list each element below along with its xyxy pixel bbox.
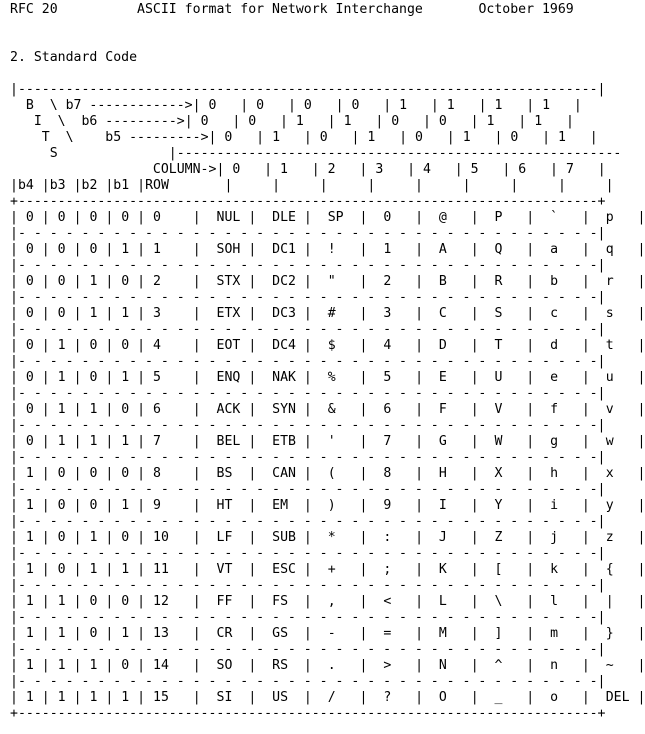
row-bit: 0 [89, 210, 98, 225]
char-cell: , [327, 594, 360, 609]
char-cell: C [438, 306, 471, 321]
bit-value-b6: 0 [200, 114, 233, 129]
char-cell: HT [216, 498, 249, 513]
char-cell: a [550, 242, 582, 257]
bit-value-b5: 0 [415, 130, 447, 145]
bit-value-b7: 1 [399, 98, 431, 113]
char-cell: u [605, 370, 638, 385]
char-cell: D [438, 338, 471, 353]
row-bit: 1 [121, 690, 130, 705]
row-bit: 0 [57, 466, 66, 481]
char-cell: SI [216, 690, 249, 705]
row-number: 13 [153, 626, 193, 641]
char-cell: SYN [272, 402, 304, 417]
char-cell: P [494, 210, 527, 225]
bit-value-b6: 0 [391, 114, 423, 129]
char-cell: US [272, 690, 304, 705]
column-number: 4 [422, 162, 455, 177]
row-bit: 1 [57, 626, 66, 641]
char-cell: } [605, 626, 638, 641]
row-bit: 0 [25, 242, 34, 257]
char-cell: ~ [605, 658, 638, 673]
row-number: 6 [153, 402, 193, 417]
row-bit: 0 [25, 274, 34, 289]
row-bit: 0 [25, 306, 34, 321]
row-bit: 1 [25, 690, 34, 705]
row-bit: 1 [25, 498, 34, 513]
bit-value-b6: 1 [343, 114, 376, 129]
char-cell: ] [494, 626, 527, 641]
char-cell: FF [216, 594, 249, 609]
bit-value-b7: 0 [256, 98, 288, 113]
row-bit: 1 [25, 594, 34, 609]
char-cell: y [605, 498, 638, 513]
bit-value-b7: 0 [208, 98, 241, 113]
bit-value-b7: 1 [494, 98, 527, 113]
bit-value-b5: 1 [558, 130, 590, 145]
char-cell: 2 [383, 274, 416, 289]
char-cell: BEL [216, 434, 249, 449]
table-row: | 0 | 0 | 1 | 1 | 3 | ETX | DC3 | # | 3 | C | S | c | s | [10, 306, 645, 321]
row-bit: 1 [25, 530, 34, 545]
column-number: 2 [327, 162, 360, 177]
row-bit: 0 [121, 530, 130, 545]
table-row: | 0 | 1 | 1 | 1 | 7 | BEL | ETB | ' | 7 | G | W | g | w | [10, 434, 645, 449]
bit-value-b7: 0 [351, 98, 384, 113]
char-cell: ETX [216, 306, 249, 321]
row-bit: 0 [121, 338, 130, 353]
row-bit: 0 [57, 562, 66, 577]
char-cell: K [438, 562, 471, 577]
char-cell: STX [216, 274, 249, 289]
char-cell: & [327, 402, 360, 417]
bit-value-b5: 1 [462, 130, 495, 145]
table-row: | 0 | 0 | 1 | 0 | 2 | STX | DC2 | " | 2 | B | R | b | r | [10, 274, 645, 289]
char-cell: R [494, 274, 527, 289]
char-cell: DC2 [272, 274, 304, 289]
rfc-document [10, 2, 645, 722]
row-bit: 1 [57, 338, 66, 353]
bit-value-b6: 1 [534, 114, 566, 129]
char-cell: i [550, 498, 582, 513]
rfc-number: RFC 20 [10, 2, 58, 17]
char-cell: \ [494, 594, 527, 609]
row-bit: 1 [57, 434, 66, 449]
char-cell: > [383, 658, 416, 673]
row-bit: 1 [25, 626, 34, 641]
row-bit: 1 [57, 658, 66, 673]
row-number: 12 [153, 594, 193, 609]
bit-value-b7: 0 [303, 98, 336, 113]
char-cell: FS [272, 594, 304, 609]
char-cell: + [327, 562, 360, 577]
row-bit: 0 [57, 242, 66, 257]
char-cell: e [550, 370, 582, 385]
char-cell: DEL [605, 690, 638, 705]
row-bit: 0 [25, 370, 34, 385]
row-bit: 0 [89, 466, 98, 481]
char-cell: RS [272, 658, 304, 673]
column-number: 5 [470, 162, 503, 177]
char-cell: [ [494, 562, 527, 577]
char-cell: r [605, 274, 638, 289]
document-title: ASCII format for Network Interchange [137, 2, 423, 17]
row-bit: 1 [121, 306, 130, 321]
row-bit: 0 [121, 466, 130, 481]
row-bit: 1 [57, 594, 66, 609]
char-cell: s [605, 306, 638, 321]
char-cell: DLE [272, 210, 304, 225]
bit-value-b5: 0 [510, 130, 543, 145]
row-bit: 0 [57, 530, 66, 545]
char-cell: ENQ [216, 370, 249, 385]
bit-value-b6: 0 [438, 114, 471, 129]
char-cell: ? [383, 690, 416, 705]
bit-value-b6: 0 [248, 114, 281, 129]
column-number: 0 [232, 162, 265, 177]
char-cell: z [605, 530, 638, 545]
char-cell: v [605, 402, 638, 417]
char-cell: n [550, 658, 582, 673]
char-cell: @ [438, 210, 471, 225]
row-bit: 1 [121, 370, 130, 385]
char-cell: SO [216, 658, 249, 673]
row-header: b1 [113, 178, 130, 193]
row-number: 11 [153, 562, 193, 577]
row-bit: 0 [25, 434, 34, 449]
row-number: 7 [153, 434, 193, 449]
table-row: | 0 | 1 | 1 | 0 | 6 | ACK | SYN | & | 6 | F | V | f | v | [10, 402, 645, 417]
table-row: | 1 | 1 | 0 | 1 | 13 | CR | GS | - | = | M | ] | m | } | [10, 626, 645, 641]
table-row: | 0 | 0 | 0 | 0 | 0 | NUL | DLE | SP | 0 | @ | P | ` | p | [10, 210, 645, 225]
char-cell: M [438, 626, 471, 641]
char-cell: CR [216, 626, 249, 641]
char-cell: 6 [383, 402, 416, 417]
char-cell: 3 [383, 306, 416, 321]
row-header: ROW [145, 178, 169, 193]
document-date: October 1969 [478, 2, 574, 17]
row-bit: 1 [57, 370, 66, 385]
ascii-table: |-------------------------------------------------------------------------| B \ b7 ------------>| 0 | 0 | 0 | 0 | 1 | 1 | 1 | 1 | I \ b6 --------->| 0 | 0 | 1 | 1 | 0 | 0 | 1 | 1 | T \ b5 --------->| 0 | 1 | 0 | 1 | 0 | 1 | 0 | 1 | S |-------------------------------------------------------- COLUMN->| 0 | 1 | 2 | 3 | 4 | 5 | 6 | 7 | |b4 |b3 |b2 |b1 |ROW | | | | | | | | | +-------------------------------------------------------------------------+ | 0 | 0 | 0 | 0 | 0 | NUL | DLE | SP | 0 | @ | P | ` | p | |- - - - - - - - - - - - - - - - - - - - - - - - - - - - - - - - - - - - -| | 0 | 0 | 0 | 1 | 1 | SOH | DC1 | ! | 1 | A | Q | a | q | |- - - - - - - - - - - - - - - - - - - - - - - - - - - - - - - - - - - - -| | 0 | 0 | 1 | 0 | 2 | STX | DC2 | " | 2 | B | R | b | r | |- - - - - - - - - - - - - - - - - - - - - - - - - - - - - - - - - - - - -| | 0 | 0 | 1 | 1 | 3 | ETX | DC3 | # | 3 | C | S | c | s | |- - - - - - - - - - - - - - - - - - - - - - - - - - - - - - - - - - - - -| | 0 | 1 | 0 | 0 | 4 | EOT | DC4 | $ | 4 | D | T | d | t | |- - - - - - - - - - - - - - - - - - - - - - - - - - - - - - - - - - - - -| | 0 | 1 | 0 | 1 | 5 | ENQ | NAK | % | 5 | E | U | e | u | |- - - - - - - - - - - - - - - - - - - - - - - - - - - - - - - - - - - - -| | 0 | 1 | 1 | 0 | 6 | ACK | SYN | & | 6 | F | V | f | v | |- - - - - - - - - - - - - - - - - - - - - - - - - - - - - - - - - - - - -| | 0 | 1 | 1 | 1 | 7 | BEL | ETB | ' | 7 | G | W | g | w | |- - - - - - - - - - - - - - - - - - - - - - - - - - - - - - - - - - - - -| | 1 | 0 | 0 | 0 | 8 | BS | CAN | ( | 8 | H | X | h | x | |- - - - - - - - - - - - - - - - - - - - - - - - - - - - - - - - - - - - -| | 1 | 0 | 0 | 1 | 9 | HT | EM | ) | 9 | I | Y | i | y | |- - - - - - - - - - - - - - - - - - - - - - - - - - - - - - - - - - - - -| | 1 | 0 | 1 | 0 | 10 | LF | SUB | * | : | J | Z | j | z | |- - - - - - - - - - - - - - - - - - - - - - - - - - - - - - - - - - - - -| | 1 | 0 | 1 | 1 | 11 | VT | ESC | + | ; | K | [ | k | { | |- - - - - - - - - - - - - - - - - - - - - - - - - - - - - - - - - - - - -| | 1 | 1 | 0 | 0 | 12 | FF | FS | , | < | L | \ | l | | | |- - - - - - - - - - - - - - - - - - - - - - - - - - - - - - - - - - - - -| | 1 | 1 | 0 | 1 | 13 | CR | GS | - | = | M | ] | m | } | |- - - - - - - - - - - - - - - - - - - - - - - - - - - - - - - - - - - - -| | 1 | 1 | 1 | 0 | 14 | SO | RS | . | > | N | ^ | n | ~ | |- - - - - - - - - - - - - - - - - - - - - - - - - - - - - - - - - - - - -| | 1 | 1 | 1 | 1 | 15 | SI | US | / | ? | O | _ | o | DEL | +-------------------------------------------------------------------------+ [10, 82, 645, 721]
row-bit: 0 [57, 210, 66, 225]
row-bit: 1 [57, 690, 66, 705]
row-bit: 0 [121, 210, 130, 225]
column-number: 6 [518, 162, 551, 177]
bit-value-b5: 1 [272, 130, 304, 145]
char-cell: L [438, 594, 471, 609]
row-bit: 0 [57, 274, 66, 289]
char-cell: f [550, 402, 582, 417]
char-cell: SOH [216, 242, 249, 257]
row-bit: 1 [121, 498, 130, 513]
row-number: 8 [153, 466, 193, 481]
char-cell: DC1 [272, 242, 304, 257]
row-bit: 0 [25, 402, 34, 417]
char-cell: 0 [383, 210, 416, 225]
row-number: 0 [153, 210, 193, 225]
char-cell: V [494, 402, 527, 417]
char-cell: N [438, 658, 471, 673]
row-bit: 0 [25, 210, 34, 225]
row-bit: 1 [89, 434, 98, 449]
char-cell: : [383, 530, 416, 545]
char-cell: A [438, 242, 471, 257]
row-bit: 1 [121, 626, 130, 641]
table-row: | 1 | 0 | 1 | 1 | 11 | VT | ESC | + | ; | K | [ | k | { | [10, 562, 645, 577]
row-bit: 1 [25, 658, 34, 673]
row-bit: 1 [25, 466, 34, 481]
char-cell: / [327, 690, 360, 705]
char-cell: _ [494, 690, 527, 705]
char-cell: CAN [272, 466, 304, 481]
char-cell: w [605, 434, 638, 449]
row-bit: 0 [121, 274, 130, 289]
row-bit: 1 [89, 690, 98, 705]
row-header: b4 [17, 178, 34, 193]
row-bit: 0 [57, 306, 66, 321]
table-row: | 1 | 1 | 1 | 0 | 14 | SO | RS | . | > | N | ^ | n | ~ | [10, 658, 645, 673]
char-cell: | [605, 594, 638, 609]
row-bit: 0 [25, 338, 34, 353]
char-cell: 9 [383, 498, 416, 513]
row-bit: 0 [121, 658, 130, 673]
char-cell: LF [216, 530, 249, 545]
char-cell: % [327, 370, 360, 385]
row-bit: 1 [25, 562, 34, 577]
row-bit: 0 [89, 498, 98, 513]
row-number: 14 [153, 658, 193, 673]
char-cell: ' [327, 434, 360, 449]
char-cell: H [438, 466, 471, 481]
char-cell: Q [494, 242, 527, 257]
row-header: b2 [81, 178, 98, 193]
char-cell: ESC [272, 562, 304, 577]
bit-value-b5: 0 [319, 130, 352, 145]
row-bit: 1 [89, 402, 98, 417]
row-bit: 0 [121, 402, 130, 417]
char-cell: 1 [383, 242, 416, 257]
column-number: 1 [280, 162, 312, 177]
char-cell: g [550, 434, 582, 449]
table-row: | 1 | 0 | 0 | 1 | 9 | HT | EM | ) | 9 | I | Y | i | y | [10, 498, 645, 513]
char-cell: Y [494, 498, 527, 513]
char-cell: h [550, 466, 582, 481]
char-cell: x [605, 466, 638, 481]
char-cell: ! [327, 242, 360, 257]
char-cell: ) [327, 498, 360, 513]
row-bit: 0 [89, 370, 98, 385]
char-cell: NUL [216, 210, 249, 225]
table-row: | 1 | 1 | 1 | 1 | 15 | SI | US | / | ? | O | _ | o | DEL | [10, 690, 645, 705]
char-cell: { [605, 562, 638, 577]
char-cell: p [605, 210, 638, 225]
bit-value-b5: 1 [367, 130, 400, 145]
row-bit: 1 [89, 658, 98, 673]
row-bit: 1 [89, 274, 98, 289]
column-number: 7 [565, 162, 598, 177]
char-cell: Z [494, 530, 527, 545]
row-number: 15 [153, 690, 193, 705]
row-bit: 1 [89, 562, 98, 577]
row-number: 10 [153, 530, 193, 545]
table-row: | 1 | 0 | 1 | 0 | 10 | LF | SUB | * | : | J | Z | j | z | [10, 530, 645, 545]
row-bit: 0 [89, 242, 98, 257]
char-cell: j [550, 530, 582, 545]
bit-label-b5: b5 [105, 130, 122, 145]
char-cell: J [438, 530, 471, 545]
char-cell: o [550, 690, 582, 705]
row-number: 5 [153, 370, 193, 385]
char-cell: F [438, 402, 471, 417]
char-cell: ACK [216, 402, 249, 417]
char-cell: * [327, 530, 360, 545]
char-cell: q [605, 242, 638, 257]
char-cell: EM [272, 498, 304, 513]
bit-label-b6: b6 [81, 114, 98, 129]
row-number: 2 [153, 274, 193, 289]
bit-label-b7: b7 [65, 98, 82, 113]
bit-value-b6: 1 [295, 114, 328, 129]
char-cell: GS [272, 626, 304, 641]
char-cell: 4 [383, 338, 416, 353]
char-cell: $ [327, 338, 360, 353]
char-cell: B [438, 274, 471, 289]
table-row: | 0 | 1 | 0 | 0 | 4 | EOT | DC4 | $ | 4 | D | T | d | t | [10, 338, 645, 353]
column-number: 3 [375, 162, 408, 177]
char-cell: X [494, 466, 527, 481]
char-cell: . [327, 658, 360, 673]
char-cell: ^ [494, 658, 527, 673]
char-cell: m [550, 626, 582, 641]
char-cell: d [550, 338, 582, 353]
char-cell: - [327, 626, 360, 641]
char-cell: O [438, 690, 471, 705]
char-cell: c [550, 306, 582, 321]
char-cell: EOT [216, 338, 249, 353]
char-cell: = [383, 626, 416, 641]
char-cell: " [327, 274, 360, 289]
char-cell: l [550, 594, 582, 609]
row-bit: 0 [57, 498, 66, 513]
char-cell: W [494, 434, 527, 449]
row-bit: 0 [89, 594, 98, 609]
bit-value-b5: 0 [224, 130, 257, 145]
row-bit: 1 [121, 434, 130, 449]
bit-label-s: S [49, 146, 58, 161]
char-cell: 7 [383, 434, 416, 449]
row-header: b3 [49, 178, 66, 193]
table-row: | 1 | 0 | 0 | 0 | 8 | BS | CAN | ( | 8 | H | X | h | x | [10, 466, 645, 481]
table-row: | 0 | 0 | 0 | 1 | 1 | SOH | DC1 | ! | 1 | A | Q | a | q | [10, 242, 645, 257]
char-cell: S [494, 306, 527, 321]
char-cell: SUB [272, 530, 304, 545]
char-cell: I [438, 498, 471, 513]
column-label: COLUMN-> [152, 162, 217, 177]
char-cell: ( [327, 466, 360, 481]
char-cell: 8 [383, 466, 416, 481]
section-title: 2. Standard Code [10, 50, 138, 65]
char-cell: < [383, 594, 416, 609]
char-cell: T [494, 338, 527, 353]
row-bit: 1 [89, 306, 98, 321]
row-bit: 1 [121, 242, 130, 257]
char-cell: ; [383, 562, 416, 577]
char-cell: DC3 [272, 306, 304, 321]
char-cell: ETB [272, 434, 304, 449]
row-bit: 0 [89, 338, 98, 353]
char-cell: BS [216, 466, 249, 481]
char-cell: DC4 [272, 338, 304, 353]
char-cell: k [550, 562, 582, 577]
row-bit: 1 [57, 402, 66, 417]
char-cell: b [550, 274, 582, 289]
char-cell: NAK [272, 370, 304, 385]
char-cell: G [438, 434, 471, 449]
row-bit: 1 [89, 530, 98, 545]
row-bit: 1 [121, 562, 130, 577]
row-number: 3 [153, 306, 193, 321]
bit-value-b7: 1 [446, 98, 479, 113]
char-cell: ` [550, 210, 582, 225]
row-number: 4 [153, 338, 193, 353]
char-cell: # [327, 306, 360, 321]
bit-value-b7: 1 [542, 98, 574, 113]
char-cell: U [494, 370, 527, 385]
bit-value-b6: 1 [486, 114, 519, 129]
char-cell: VT [216, 562, 249, 577]
row-number: 1 [153, 242, 193, 257]
table-row: | 1 | 1 | 0 | 0 | 12 | FF | FS | , | < | L | \ | l | | | [10, 594, 645, 609]
char-cell: 5 [383, 370, 416, 385]
char-cell: E [438, 370, 471, 385]
row-number: 9 [153, 498, 193, 513]
row-bit: 0 [89, 626, 98, 641]
row-bit: 0 [121, 594, 130, 609]
char-cell: SP [327, 210, 360, 225]
table-row: | 0 | 1 | 0 | 1 | 5 | ENQ | NAK | % | 5 | E | U | e | u | [10, 370, 645, 385]
char-cell: t [605, 338, 638, 353]
